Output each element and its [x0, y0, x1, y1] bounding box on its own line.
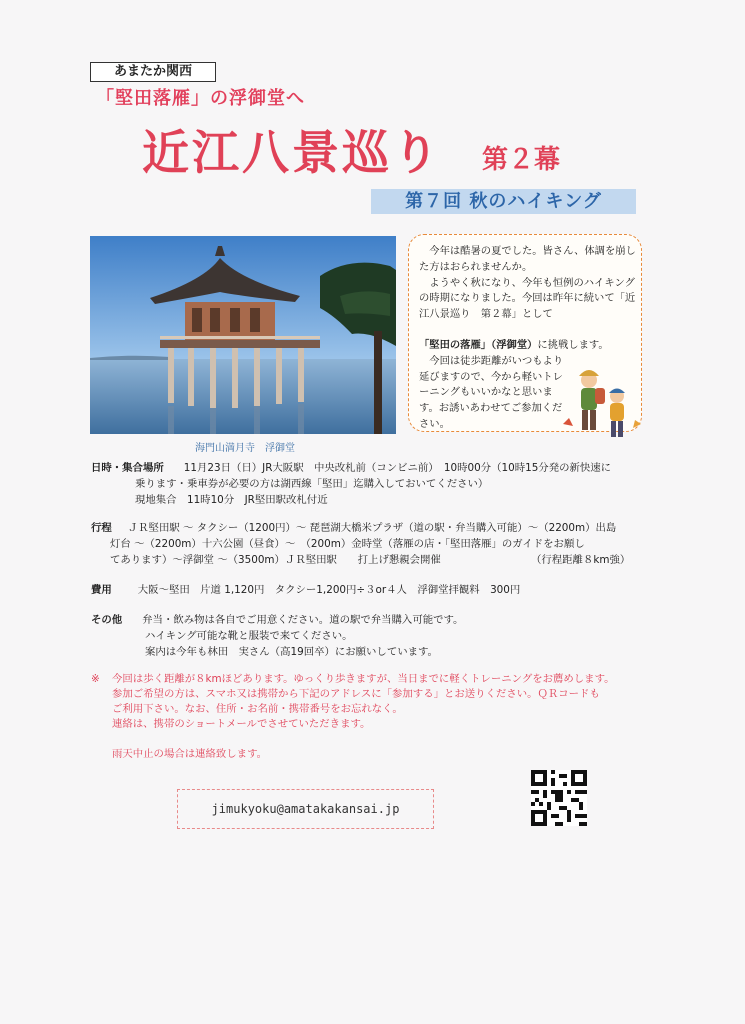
- cost-text: 大阪～堅田 片道 1,120円 タクシー1,200円÷３or４人 浮御堂拝観料 300円: [137, 584, 521, 596]
- notice-mark: ※: [91, 673, 100, 685]
- intro-paragraph-3: [419, 338, 645, 354]
- route-line-1: ＪＲ堅田駅 ～ タクシー（1200円）～ 琵琶湖大橋米プラザ（道の駅・弁当購入可能）～（2200m）出島: [127, 522, 617, 534]
- hikers-illustration: [555, 362, 645, 442]
- intro-paragraph-2: ようやく秋になり、今年も恒例のハイキングの時期になりました。今回は昨年に続いて「近江八景巡り 第２幕」として: [419, 276, 636, 321]
- schedule-line-1: 11月23日（日）JR大阪駅 中央改札前（コンビニ前） 10時00分（10時15分発の新快速に: [183, 462, 612, 474]
- cost-label: 費用: [91, 584, 112, 596]
- notice-line-3: ご利用下さい。なお、住所・お名前・携帯番号をお忘れなく。: [112, 703, 403, 715]
- intro-paragraph-4: 今回は徒歩距離がいつもより延びますので、今から軽いトレーニングもいいかなと思います。お誘いあわせてご参加ください。: [419, 354, 564, 430]
- other-line-2: ハイキング可能な靴と服装で来てください。: [145, 630, 353, 642]
- qr-code[interactable]: [531, 770, 587, 826]
- intro-paragraph-1: 今年は酷暑の夏でした。皆さん、体調を崩した方はおられませんか。: [419, 245, 636, 273]
- notice-line-1: 今回は歩く距離が８kmほどあります。ゆっくり歩きますが、当日までに軽くトレーニングをお薦めします。: [112, 673, 615, 685]
- organization-label: あまたか関西: [90, 62, 216, 82]
- route-distance: （行程距離８km強）: [531, 554, 631, 566]
- cost-section: [91, 582, 520, 598]
- notice-line-4: 連絡は、携帯のショートメールでさせていただきます。: [112, 718, 371, 730]
- contact-email[interactable]: jimukyoku@amatakakansai.jp: [177, 789, 434, 829]
- other-line-1: 弁当・飲み物は各自でご用意ください。道の駅で弁当購入可能です。: [142, 614, 464, 626]
- notice-line-2: 参加ご希望の方は、スマホ又は携帯から下記のアドレスに「参加する」とお送りください。ＱＲコードも: [112, 688, 600, 700]
- route-line-3: てあります）～浮御堂 ～（3500m）ＪＲ堅田駅 打上げ懇親会開催: [110, 554, 441, 566]
- route-section: [91, 520, 616, 536]
- route-line-2: 灯台 ～（2200m）十六公園（昼食）～ （200m）金時堂（落雁の店・「堅田落雁」のガイドをお願し: [110, 538, 585, 550]
- page-title: 近江八景巡り: [142, 126, 442, 181]
- temple-photo: [90, 236, 396, 434]
- schedule-label: 日時・集合場所: [91, 462, 164, 474]
- intro-paragraph-3-rest: に挑戦します。: [537, 339, 609, 351]
- highlight-text: 「堅田の落雁」（浮御堂）: [419, 339, 538, 351]
- event-banner: 第７回 秋のハイキング: [371, 189, 636, 214]
- other-section: [91, 612, 463, 628]
- photo-caption: 海門山満月寺 浮御堂: [195, 443, 295, 454]
- route-label: 行程: [91, 522, 112, 534]
- schedule-section: [91, 460, 611, 476]
- act-label: 第２幕: [482, 145, 561, 175]
- other-label: その他: [91, 614, 123, 626]
- subtitle: 「堅田落雁」の浮御堂へ: [96, 88, 305, 109]
- rain-notice: 雨天中止の場合は連絡致します。: [112, 748, 268, 760]
- schedule-line-3: 現地集合 11時10分 JR堅田駅改札付近: [135, 494, 328, 506]
- schedule-line-2: 乗ります・乗車券が必要の方は湖西線「堅田」迄購入しておいてください）: [135, 478, 489, 490]
- other-line-3: 案内は今年も林田 実さん（高19回卒）にお願いしています。: [145, 646, 438, 658]
